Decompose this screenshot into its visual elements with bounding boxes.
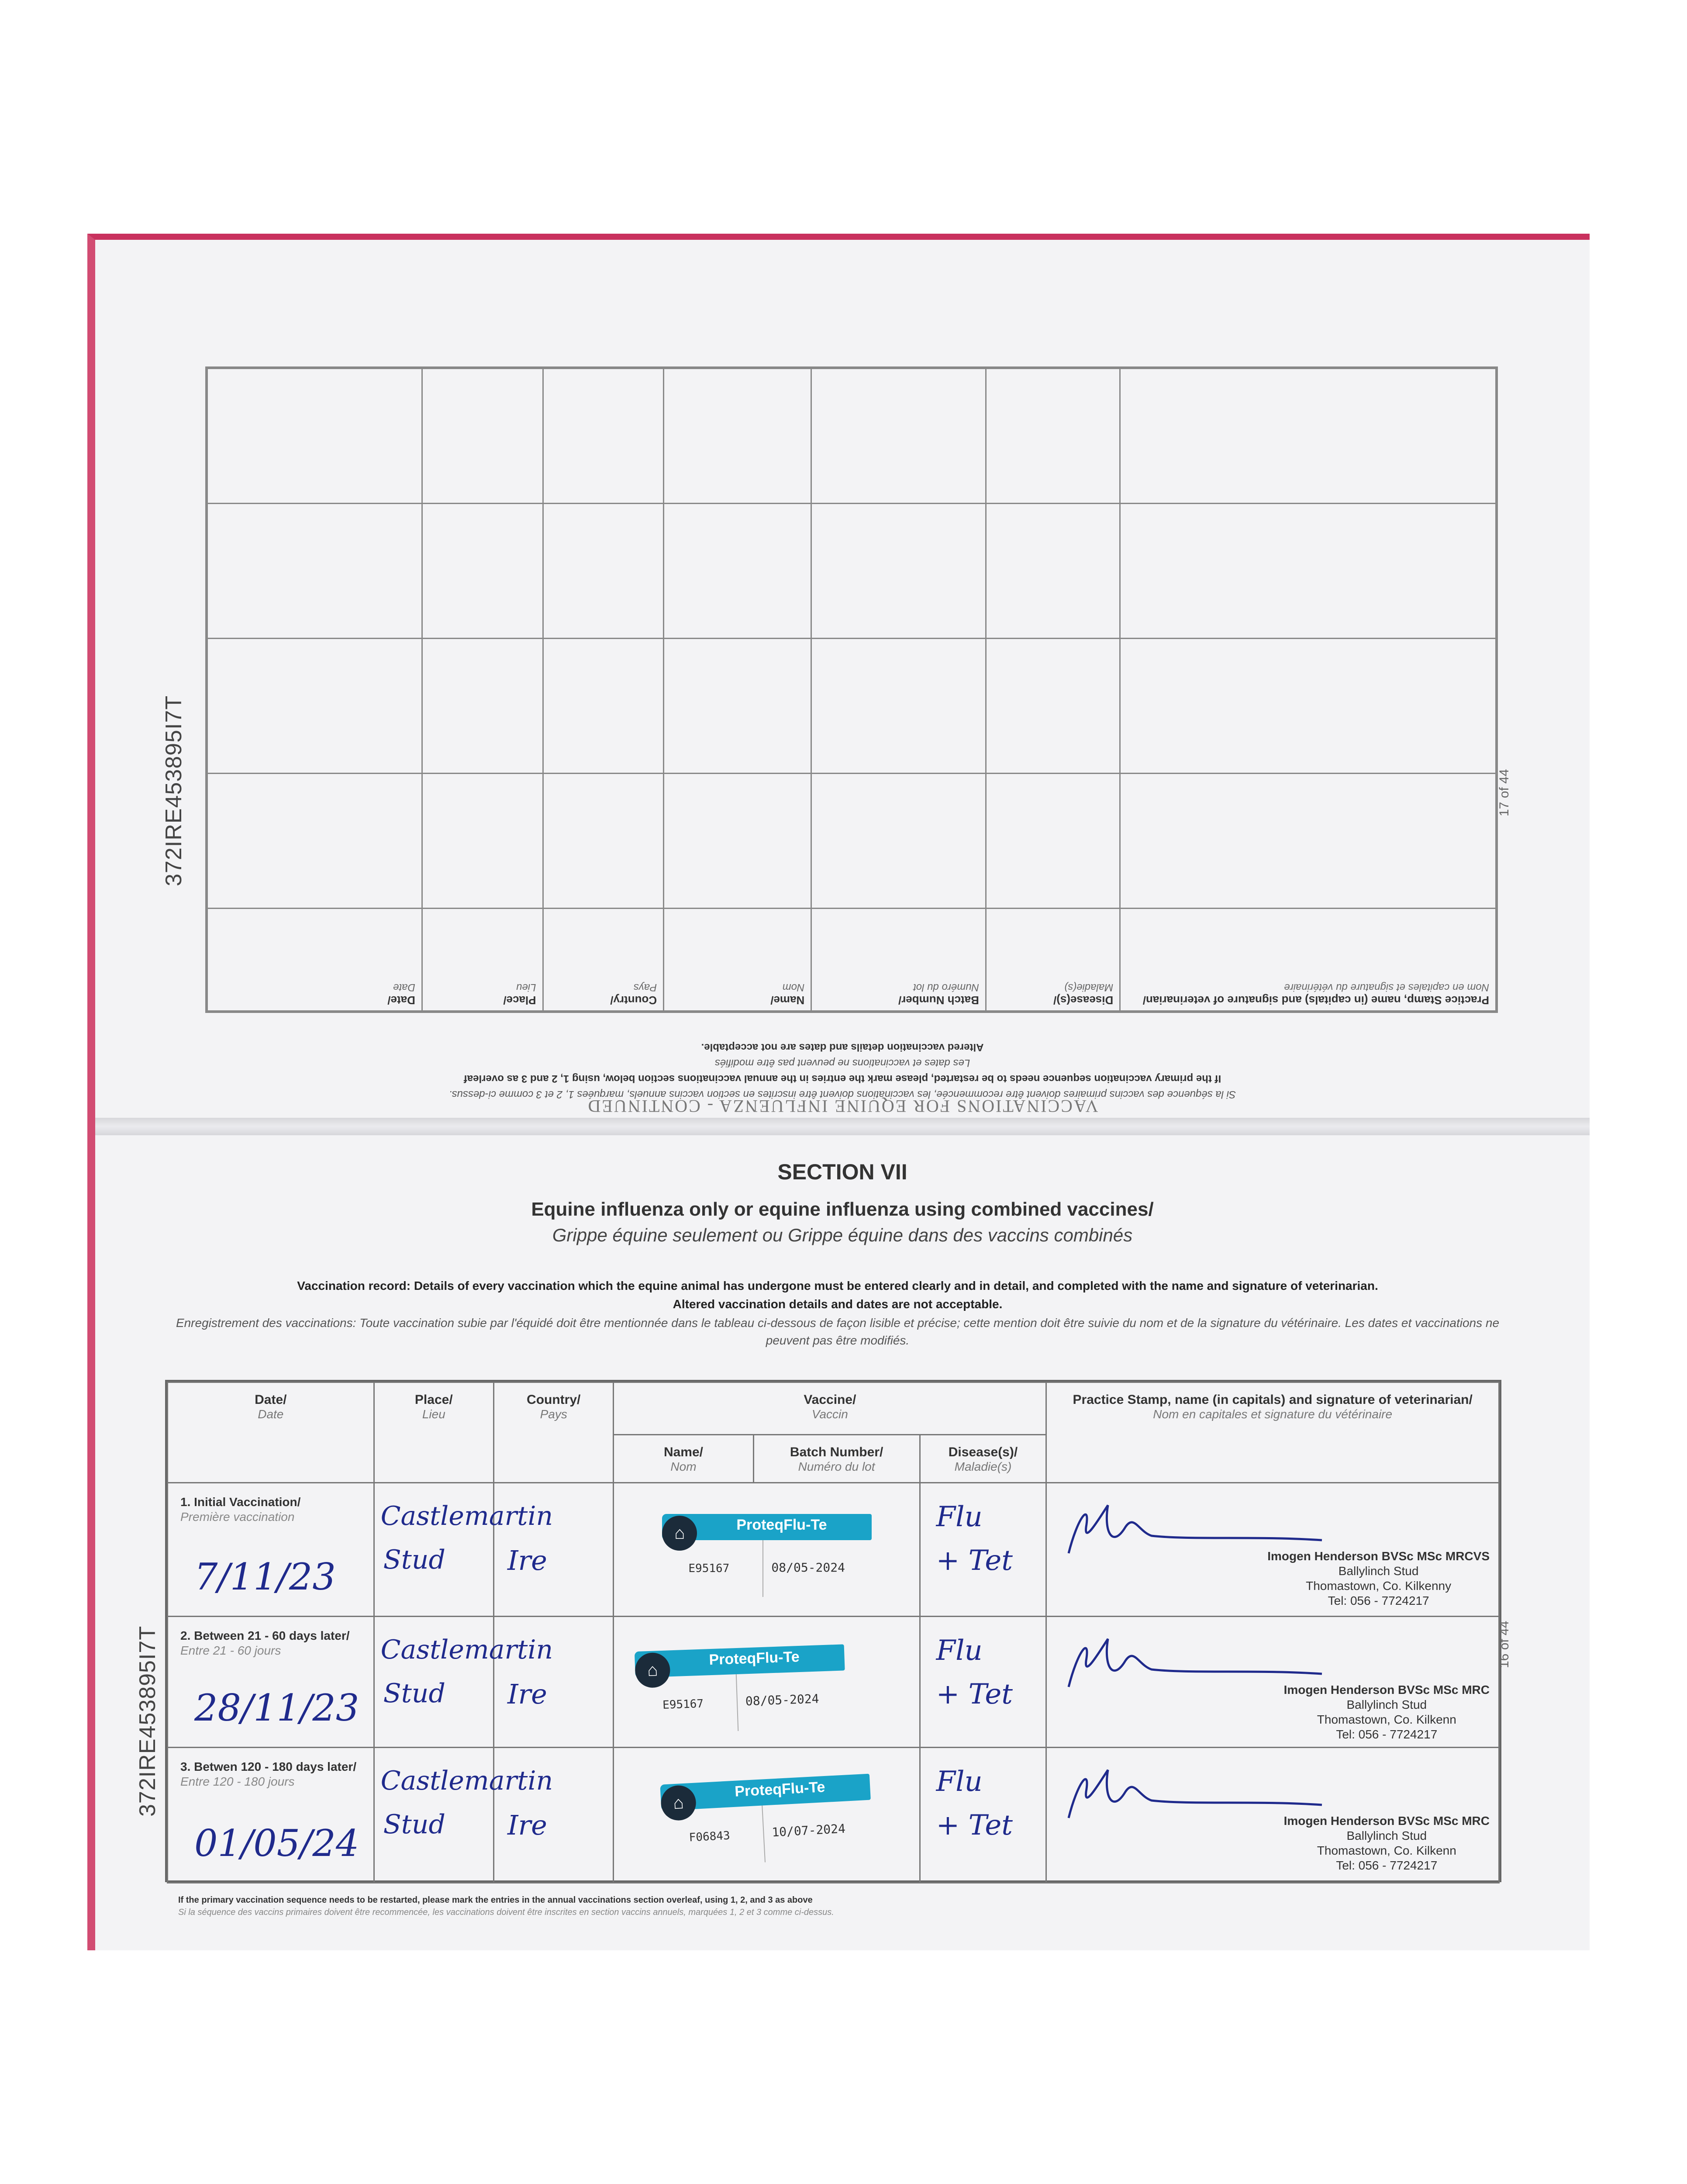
expiry-date: 10/07-2024 <box>771 1821 846 1840</box>
page-number-bottom: 16 of 44 <box>1497 1621 1511 1668</box>
heading-en: Equine influenza only or equine influenza using combined vaccines/ <box>531 1199 1154 1220</box>
vet-name: Imogen Henderson BVSc MSc MRC <box>1283 1814 1490 1828</box>
vaccine-logo-icon: ⌂ <box>660 1785 697 1821</box>
vet-name: Imogen Henderson BVSc MSc MRC <box>1283 1683 1490 1697</box>
handwritten-disease-2: + Tet <box>936 1809 1013 1842</box>
handwritten-country: Ire <box>507 1678 547 1710</box>
continued-heading: VACCINATIONS FOR EQUINE INFLUENZA - CONTINUED <box>586 1096 1098 1116</box>
stamp-cell <box>1046 1748 1499 1883</box>
col-batch: Batch Number/ Numéro du lot <box>811 909 986 1011</box>
stamp-cell <box>1046 1483 1499 1617</box>
handwritten-disease: Flu <box>936 1635 983 1667</box>
dose-label-fr: Première vaccination <box>180 1510 295 1524</box>
vaccine-brand: ProteqFlu-Te <box>736 1517 827 1533</box>
header-country: Country/ Pays <box>494 1382 614 1483</box>
country-cell <box>494 1617 614 1748</box>
table-header-row <box>168 1382 1499 1435</box>
vaccine-sticker-cell <box>614 1617 920 1748</box>
document-id-bottom: 372IRE453895I7T <box>135 1625 160 1817</box>
disease-cell <box>920 1617 1046 1748</box>
date-cell <box>168 1748 374 1883</box>
vet-address: Thomastown, Co. Kilkenn <box>1317 1713 1456 1726</box>
dose-label: 3. Betwen 120 - 180 days later/ <box>180 1760 357 1773</box>
upside-down-page <box>95 240 1590 1127</box>
header-disease: Disease(s)/ Maladie(s) <box>920 1435 1046 1483</box>
handwritten-place: Castlemartin <box>380 1635 553 1665</box>
disease-cell <box>920 1748 1046 1883</box>
vaccine-brand: ProteqFlu-Te <box>734 1778 826 1800</box>
top-notes-upside-down <box>95 1039 1590 1102</box>
vet-practice: Ballylinch Stud <box>1346 1829 1427 1842</box>
altered-note-fr: Les dates et vaccinations ne peuvent pas être modifiés <box>714 1057 970 1069</box>
vaccine-sticker <box>635 1644 864 1735</box>
col-country: Country/ Pays <box>543 909 664 1011</box>
country-cell <box>494 1748 614 1883</box>
vet-practice: Ballylinch Stud <box>1338 1564 1419 1578</box>
vet-name: Imogen Henderson BVSc MSc MRCVS <box>1267 1549 1490 1563</box>
practice-stamp <box>1267 1549 1490 1608</box>
header-place: Place/ Lieu <box>374 1382 493 1483</box>
grid-row <box>207 504 1496 639</box>
restart-note-fr: Si la séquence des vaccins primaires doivent être recommencée, les vaccinations doivent être inscrites en section vaccins annuels, marquées 1, 2 et 3 comme ci-dessus. <box>448 1089 1236 1100</box>
header-name: Name/ Nom <box>614 1435 753 1483</box>
handwritten-country: Ire <box>507 1545 547 1576</box>
expiry-date: 08/05-2024 <box>745 1691 820 1709</box>
date-cell <box>168 1483 374 1617</box>
handwritten-date: 01/05/24 <box>194 1822 359 1865</box>
page-number-top: 17 of 44 <box>1497 769 1511 816</box>
col-place: Place/ Lieu <box>422 909 543 1011</box>
handwritten-place-2: Stud <box>383 1809 445 1840</box>
section-title: SECTION VII <box>777 1160 907 1184</box>
handwritten-place-2: Stud <box>383 1545 445 1575</box>
table-row <box>168 1748 1499 1883</box>
vaccine-brand: ProteqFlu-Te <box>709 1648 800 1669</box>
grid-row <box>207 774 1496 909</box>
header-batch: Batch Number/ Numéro du lot <box>753 1435 920 1483</box>
primary-vaccination-table <box>165 1380 1501 1882</box>
batch-number: F06843 <box>689 1829 731 1845</box>
table-row <box>168 1483 1499 1617</box>
batch-number: E95167 <box>662 1697 704 1712</box>
header-stamp: Practice Stamp, name (in capitals) and signature of veterinarian/ Nom en capitales et signature du vétérinaire <box>1046 1382 1499 1483</box>
expiry-date: 08/05-2024 <box>771 1560 845 1575</box>
handwritten-place-2: Stud <box>383 1678 445 1709</box>
practice-stamp <box>1284 1814 1490 1873</box>
handwritten-disease-2: + Tet <box>936 1545 1013 1577</box>
col-stamp: Practice Stamp, name (in capitals) and signature of veterinarian/ Nom en capitales et signature du vétérinaire <box>1120 909 1496 1011</box>
dose-label-fr: Entre 120 - 180 jours <box>180 1775 295 1788</box>
altered-note-en: Altered vaccination details and dates are not acceptable. <box>701 1041 984 1053</box>
grid-header-row <box>207 909 1496 1011</box>
header-date: Date/ Date <box>168 1382 374 1483</box>
vet-address: Thomastown, Co. Kilkenny <box>1306 1579 1452 1593</box>
col-name: Name/ Nom <box>664 909 811 1011</box>
col-date: Date/ Date <box>207 909 422 1011</box>
vaccine-sticker-cell <box>614 1483 920 1617</box>
document-id-top: 372IRE453895I7T <box>161 695 186 886</box>
page-17 <box>95 240 1590 1127</box>
vet-address: Thomastown, Co. Kilkenn <box>1317 1844 1456 1857</box>
handwritten-country: Ire <box>507 1809 547 1841</box>
heading-fr: Grippe équine seulement ou Grippe équine dans des vaccins combinés <box>552 1225 1133 1245</box>
col-disease: Disease(s)/ Maladie(s) <box>986 909 1120 1011</box>
handwritten-disease: Flu <box>936 1766 983 1798</box>
header-vaccine: Vaccine/ Vaccin <box>614 1382 1046 1435</box>
batch-number: E95167 <box>688 1562 730 1575</box>
handwritten-place: Castlemartin <box>380 1501 553 1531</box>
record-altered-en: Altered vaccination details and dates are not acceptable. <box>673 1297 1003 1311</box>
handwritten-disease: Flu <box>936 1501 983 1533</box>
vet-phone: Tel: 056 - 7724217 <box>1328 1594 1429 1607</box>
dose-label: 1. Initial Vaccination/ <box>180 1495 301 1509</box>
date-cell <box>168 1617 374 1748</box>
vaccine-logo-icon: ⌂ <box>635 1652 671 1688</box>
handwritten-disease-2: + Tet <box>936 1678 1013 1711</box>
dose-label-fr: Entre 21 - 60 jours <box>180 1644 281 1657</box>
grid-row <box>207 639 1496 774</box>
grid-row <box>207 369 1496 504</box>
vaccine-logo-icon: ⌂ <box>662 1516 697 1551</box>
stamp-cell <box>1046 1617 1499 1748</box>
handwritten-date: 28/11/23 <box>194 1686 359 1729</box>
footnote-fr: Si la séquence des vaccins primaires doivent être recommencée, les vaccinations doivent être inscrites en section vaccins annuels, marquées 1, 2 et 3 comme ci-dessus. <box>178 1908 834 1917</box>
vet-practice: Ballylinch Stud <box>1346 1698 1427 1711</box>
record-instructions-fr: Enregistrement des vaccinations: Toute vaccination subie par l'équidé doit être mentionnée dans le tableau ci-dessous de façon lisible et précise; cette mention doit être suivie du nom et de la signature du vétérinaire. Les dates et vaccinations ne peuvent pas être modifiés. <box>176 1316 1500 1347</box>
handwritten-date: 7/11/23 <box>194 1555 336 1598</box>
vaccine-sticker <box>662 1514 889 1597</box>
restart-note-en: If the primary vaccination sequence needs to be restarted, please mark the entries in the annual vaccinations section below, using 1, 2 and 3 as overleaf <box>463 1073 1221 1085</box>
annual-vaccination-grid <box>205 366 1498 1013</box>
vaccine-sticker <box>660 1773 891 1868</box>
footnote-en: If the primary vaccination sequence needs to be restarted, please mark the entries in the annual vaccinations section overleaf, using 1, 2, and 3 as above <box>178 1895 813 1905</box>
page-16 <box>95 1127 1590 1956</box>
disease-cell <box>920 1483 1046 1617</box>
table-row <box>168 1617 1499 1748</box>
country-cell <box>494 1483 614 1617</box>
handwritten-place: Castlemartin <box>380 1766 553 1796</box>
record-instructions-en: Vaccination record: Details of every vaccination which the equine animal has undergone must be entered clearly and in detail, and completed with the name and signature of veterinarian. <box>297 1279 1378 1292</box>
vet-phone: Tel: 056 - 7724217 <box>1336 1859 1438 1872</box>
vaccine-sticker-cell <box>614 1748 920 1883</box>
vet-phone: Tel: 056 - 7724217 <box>1336 1728 1438 1741</box>
practice-stamp <box>1284 1683 1490 1742</box>
dose-label: 2. Between 21 - 60 days later/ <box>180 1629 350 1642</box>
passport-spread <box>87 234 1590 1950</box>
